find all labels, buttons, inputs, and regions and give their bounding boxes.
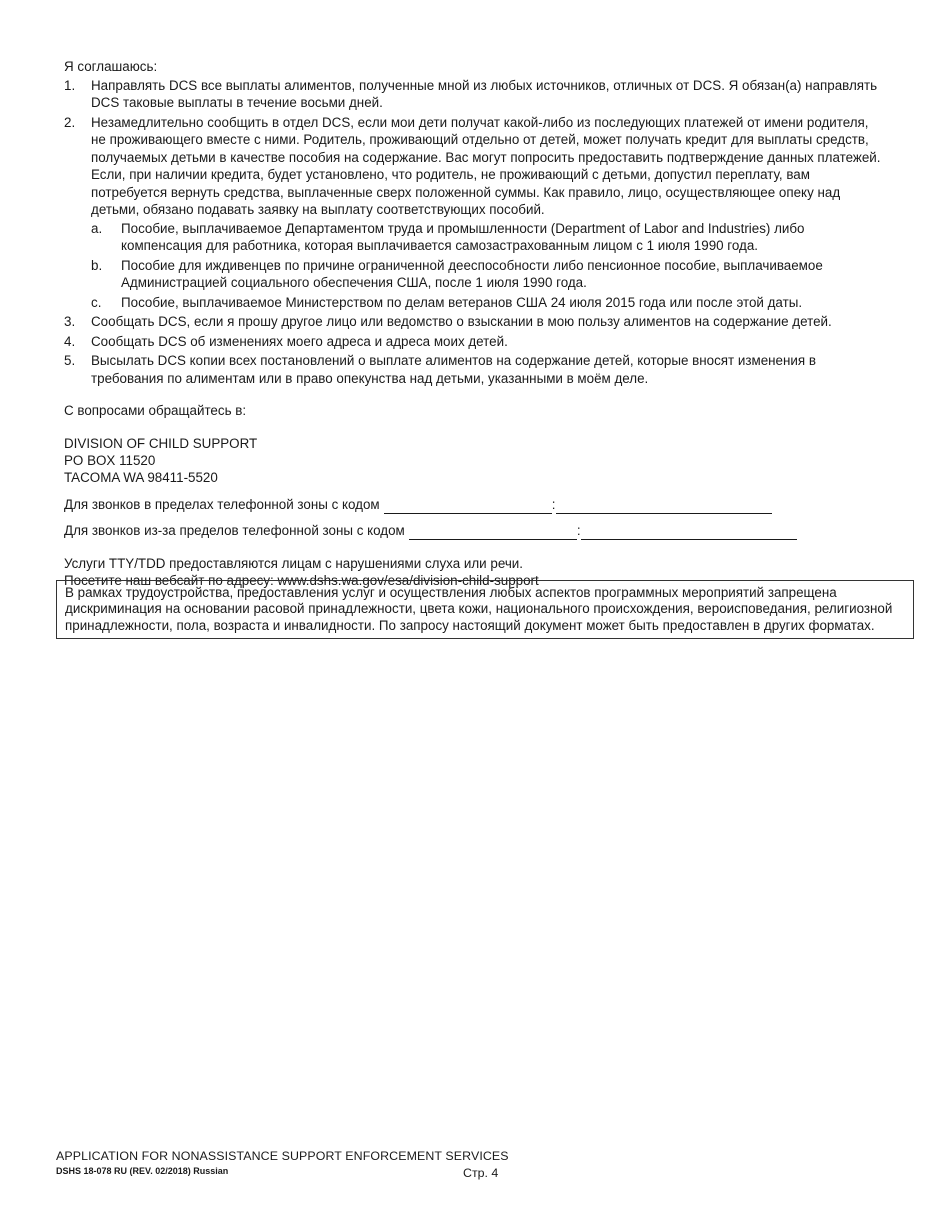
address-line-org: DIVISION OF CHILD SUPPORT <box>64 435 258 451</box>
agreement-intro: Я соглашаюсь: <box>64 59 158 74</box>
footer-form-id: DSHS 18-078 RU (REV. 02/2018) Russian <box>56 1166 229 1176</box>
item-number: 3. <box>64 314 76 329</box>
subitem-text: Пособие, выплачиваемое Министерством по делам ветеранов США 24 июля 2015 года или после этой даты. <box>121 294 803 310</box>
agreement-item-1 <box>64 77 884 112</box>
subitem-letter: c. <box>91 294 102 310</box>
agreement-item-2 <box>64 114 884 312</box>
nondiscrimination-notice: В рамках трудоустройства, предоставления услуг и осуществления любых аспектов программных мероприятий запрещена дискриминация на основании расовой принадлежности, цвета кожи, национального происхождения, вероисповедания, религиозной принадлежности, пола, возраста и инвалидности. По запросу настоящий документ может быть предоставлен в других форматах. <box>56 580 914 639</box>
benefit-item-b <box>91 257 884 292</box>
subitem-letter: a. <box>91 220 103 236</box>
local-phone-number-field[interactable] <box>556 499 772 514</box>
item-text: Сообщать DCS, если я прошу другое лицо или ведомство о взыскании в мою пользу алиментов на содержание детей. <box>91 314 832 329</box>
phone-outside-label: Для звонков из-за пределов телефонной зоны с кодом <box>64 523 405 538</box>
item-number: 5. <box>64 353 76 368</box>
address-line-box: PO BOX 11520 <box>64 452 156 468</box>
local-area-code-field[interactable] <box>384 499 552 514</box>
benefit-sublist <box>91 220 884 312</box>
subitem-letter: b. <box>91 257 103 273</box>
phone-local-label: Для звонков в пределах телефонной зоны с кодом <box>64 497 380 512</box>
phone-outside-row <box>64 522 884 540</box>
agreement-item-4 <box>64 333 884 351</box>
agreement-list <box>64 77 884 388</box>
outside-phone-number-field[interactable] <box>581 525 797 540</box>
contact-intro: С вопросами обращайтесь в: <box>64 403 247 418</box>
phone-separator: : <box>551 497 556 512</box>
page-number: Стр. 4 <box>463 1166 499 1180</box>
phone-local-row <box>64 496 884 514</box>
item-text: Сообщать DCS об изменениях моего адреса и адреса моих детей. <box>91 333 508 349</box>
tty-text: Услуги TTY/TDD предоставляются лицам с нарушениями слуха или речи. <box>64 555 523 571</box>
mailing-address <box>64 435 884 486</box>
subitem-text: Пособие, выплачиваемое Департаментом труда и промышленности (Department of Labor and Industries) либо компенсация для работника, которая выплачивается самозастрахованным лицом с 1 июля 1990 года. <box>121 220 805 253</box>
document-body <box>64 58 884 590</box>
agreement-item-5 <box>64 352 884 387</box>
footer-form-title: APPLICATION FOR NONASSISTANCE SUPPORT ENFORCEMENT SERVICES <box>56 1149 509 1163</box>
item-text: Направлять DCS все выплаты алиментов, полученные мной из любых источников, отличных от DCS. Я обязан(а) направлять DCS таковые выплаты в течение восьми дней. <box>91 77 878 110</box>
subitem-text: Пособие для иждивенцев по причине ограниченной дееспособности либо пенсионное пособие, выплачиваемое Администрацией социального обеспечения США, после 1 июля 1990 года. <box>121 257 823 290</box>
phone-separator: : <box>576 523 581 538</box>
item-text: Высылать DCS копии всех постановлений о выплате алиментов на содержание детей, которые вносят изменения в требования по алиментам или в право опекунства над детьми, указанными в моём деле. <box>91 353 816 386</box>
item-number: 2. <box>64 114 76 130</box>
item-number: 1. <box>64 77 76 93</box>
item-number: 4. <box>64 333 76 349</box>
website-text: Посетите наш вебсайт по адресу: www.dshs.wa.gov/esa/division-child-support <box>64 573 539 588</box>
outside-area-code-field[interactable] <box>409 525 577 540</box>
benefit-item-c <box>91 294 884 312</box>
agreement-item-3 <box>64 313 884 331</box>
item-text: Незамедлительно сообщить в отдел DCS, если мои дети получат какой-либо из последующих платежей от имени родителя, не проживающего вместе с ними. Родитель, проживающий отдельно от детей, может получать кредит для выплаты средств, получаемых детьми в качестве пособия на содержание. Вас могут попросить предоставить подтверждение данных платежей. Если, при наличии кредита, будет установлено, что родитель, не проживающий с детьми, допустил переплату, вам потребуется вернуть средства, выплаченные сверх положенной суммы. Как правило, лицо, осуществляющее опеку над детьми, обязано подавать заявку на выплату соответствующих пособий. <box>91 114 881 217</box>
address-line-city: TACOMA WA 98411-5520 <box>64 469 218 485</box>
benefit-item-a <box>91 220 884 255</box>
